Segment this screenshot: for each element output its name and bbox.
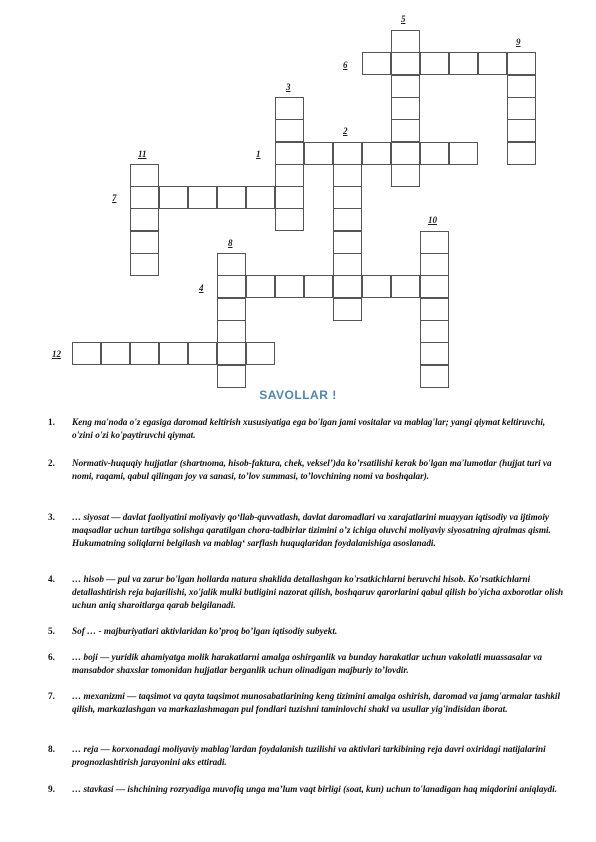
question-text: … stavkasi — ishchining rozryadiga muvofiq unga ma’lum vaqt birligi (soat, kun) uchun to'lanadigan haq miqdorini aniqlaydi. bbox=[72, 784, 557, 794]
clue-number-label: 12 bbox=[52, 349, 61, 359]
question-number: 5. bbox=[48, 626, 55, 636]
crossword-cell bbox=[130, 186, 159, 209]
crossword-cell bbox=[130, 208, 159, 231]
crossword-cell bbox=[507, 52, 536, 75]
crossword-cell bbox=[275, 97, 304, 120]
crossword-cell bbox=[333, 142, 362, 165]
clue-number-label: 9 bbox=[516, 37, 521, 47]
crossword-cell bbox=[391, 30, 420, 53]
crossword-cell bbox=[420, 298, 449, 321]
crossword-cell bbox=[449, 52, 478, 75]
crossword-cell bbox=[333, 275, 362, 298]
clue-number-label: 11 bbox=[138, 149, 147, 159]
question-text: Normativ-huquqiy hujjatlar (shartnoma, hisob-faktura, chek, veksel’)da ko’rsatilishi kerak bo'lgan ma'lumotlar (hujjat turi va nomi, raqami, qabul qilingan joy va sanasi, to’lov summasi, to’lovchining nomi va boshqalar). bbox=[72, 458, 552, 481]
crossword-cell bbox=[333, 186, 362, 209]
crossword-cell bbox=[101, 342, 130, 365]
crossword-cell bbox=[507, 75, 536, 98]
crossword-cell bbox=[275, 164, 304, 187]
question-text: … boji — yuridik ahamiyatga molik harakatlarni amalga oshirganlik va bunday harakatlar uchun vakolatli muassasalar va mansabdor shaxslar tomonidan hujjatlar berganlik uchun olinadigan majburiy to’lovdir. bbox=[72, 652, 542, 675]
crossword-cell bbox=[420, 320, 449, 343]
crossword-cell bbox=[159, 186, 188, 209]
crossword-cell bbox=[217, 253, 246, 276]
clue-number-label: 10 bbox=[428, 215, 437, 225]
clue-number-label: 4 bbox=[199, 283, 204, 293]
crossword-cell bbox=[420, 275, 449, 298]
crossword-cell bbox=[159, 342, 188, 365]
crossword-cell bbox=[362, 52, 391, 75]
crossword-cell bbox=[391, 275, 420, 298]
crossword-cell bbox=[275, 208, 304, 231]
question-text: … hisob — pul va zarur bo'lgan hollarda natura shaklida detallashgan ko'rsatkichlarni beruvchi hisob. Ko'rsatkichlarni detallashtirish reja bajarilishi, xo'jalik mulki butligini nazorat qilish, boshqaruv qarorlarini qabul qilish bo'yicha axborotlar olish uchun aniq sharoitlarga qarab belgilanadi. bbox=[72, 574, 564, 610]
crossword-cell bbox=[333, 164, 362, 187]
crossword-cell bbox=[217, 298, 246, 321]
question-text: … mexanizmi — taqsimot va qayta taqsimot munosabatlarining keng tizimini amalga oshirish, daromad va jamg'armalar tashkil qilish, markazlashgan va markazlashmagan pul fondlari tuzishni taminlovchi shakl va usullar yig'indisidan iborat. bbox=[72, 691, 561, 714]
crossword-cell bbox=[333, 253, 362, 276]
crossword-cell bbox=[420, 253, 449, 276]
crossword-cell bbox=[275, 275, 304, 298]
crossword-cell bbox=[420, 342, 449, 365]
crossword-cell bbox=[420, 231, 449, 254]
crossword-cell bbox=[275, 142, 304, 165]
crossword-cell bbox=[217, 342, 246, 365]
crossword-cell bbox=[275, 119, 304, 142]
question-number: 2. bbox=[48, 458, 55, 468]
crossword-cell bbox=[130, 342, 159, 365]
crossword-cell bbox=[275, 186, 304, 209]
crossword-cell bbox=[188, 186, 217, 209]
crossword-cell bbox=[507, 97, 536, 120]
crossword-cell bbox=[217, 320, 246, 343]
crossword-cell bbox=[246, 275, 275, 298]
crossword-cell bbox=[217, 186, 246, 209]
crossword-cell bbox=[130, 164, 159, 187]
question-number: 9. bbox=[48, 784, 55, 794]
crossword-cell bbox=[333, 231, 362, 254]
question-number: 4. bbox=[48, 574, 55, 584]
crossword-cell bbox=[420, 365, 449, 388]
crossword-cell bbox=[304, 275, 333, 298]
crossword-cell bbox=[391, 97, 420, 120]
crossword-cell bbox=[333, 208, 362, 231]
crossword-cell bbox=[130, 231, 159, 254]
clue-number-label: 3 bbox=[286, 82, 291, 92]
questions-title: SAVOLLAR ! bbox=[259, 388, 337, 402]
crossword-cell bbox=[391, 164, 420, 187]
crossword-cell bbox=[362, 275, 391, 298]
question-number: 8. bbox=[48, 744, 55, 754]
crossword-cell bbox=[362, 142, 391, 165]
crossword-cell bbox=[130, 253, 159, 276]
clue-number-label: 6 bbox=[343, 60, 348, 70]
question-text: Keng ma'noda o'z egasiga daromad keltirish xususiyatiga ega bo'lgan jami vositalar va mablag'lar; yangi qiymat keltiruvchi, o'zini o'zi ko'paytiruvchi qiymat. bbox=[72, 417, 546, 440]
crossword-cell bbox=[217, 365, 246, 388]
crossword-cell bbox=[217, 275, 246, 298]
crossword-cell bbox=[72, 342, 101, 365]
crossword-cell bbox=[449, 142, 478, 165]
crossword-cell bbox=[246, 186, 275, 209]
clue-number-label: 1 bbox=[256, 149, 261, 159]
clue-number-label: 2 bbox=[343, 126, 348, 136]
question-text: … reja — korxonadagi moliyaviy mablag'lardan foydalanish tuzilishi va aktivlari tarkibining reja davri oxiridagi natijalarini prognozlashtirish jarayonini aks ettiradi. bbox=[72, 744, 546, 767]
question-number: 6. bbox=[48, 652, 55, 662]
crossword-cell bbox=[246, 342, 275, 365]
crossword-cell bbox=[420, 142, 449, 165]
crossword-cell bbox=[391, 142, 420, 165]
crossword-cell bbox=[420, 52, 449, 75]
crossword-cell bbox=[188, 342, 217, 365]
question-number: 3. bbox=[48, 512, 55, 522]
crossword-cell bbox=[391, 119, 420, 142]
question-number: 1. bbox=[48, 417, 55, 427]
crossword-cell bbox=[507, 119, 536, 142]
crossword-cell bbox=[507, 142, 536, 165]
crossword-cell bbox=[478, 52, 507, 75]
question-text: Sof … - majburiyatlari aktivlaridan ko’proq bo’lgan iqtisodiy subyekt. bbox=[72, 626, 338, 636]
question-text: … siyosat — davlat faoliyatini moliyaviy qo‘llab-quvvatlash, davlat daromadlari va xarajatlarini muayyan iqtisodiy va ijtimoiy maqsadlar uchun tartibga solishga qaratilgan chora-tadbirlar tizimini o’z ichiga oluvchi moliyaviy siyosatning ajralmas qismi. Hukumatning soliqlarni belgilash va mablag‘ sarflash huquqlaridan foydalanishiga asoslanadi. bbox=[72, 512, 551, 548]
question-number: 7. bbox=[48, 691, 55, 701]
crossword-cell bbox=[333, 298, 362, 321]
crossword-cell bbox=[391, 75, 420, 98]
clue-number-label: 8 bbox=[228, 238, 233, 248]
crossword-cell bbox=[304, 142, 333, 165]
clue-number-label: 5 bbox=[401, 14, 406, 24]
clue-number-label: 7 bbox=[112, 193, 117, 203]
crossword-cell bbox=[391, 52, 420, 75]
